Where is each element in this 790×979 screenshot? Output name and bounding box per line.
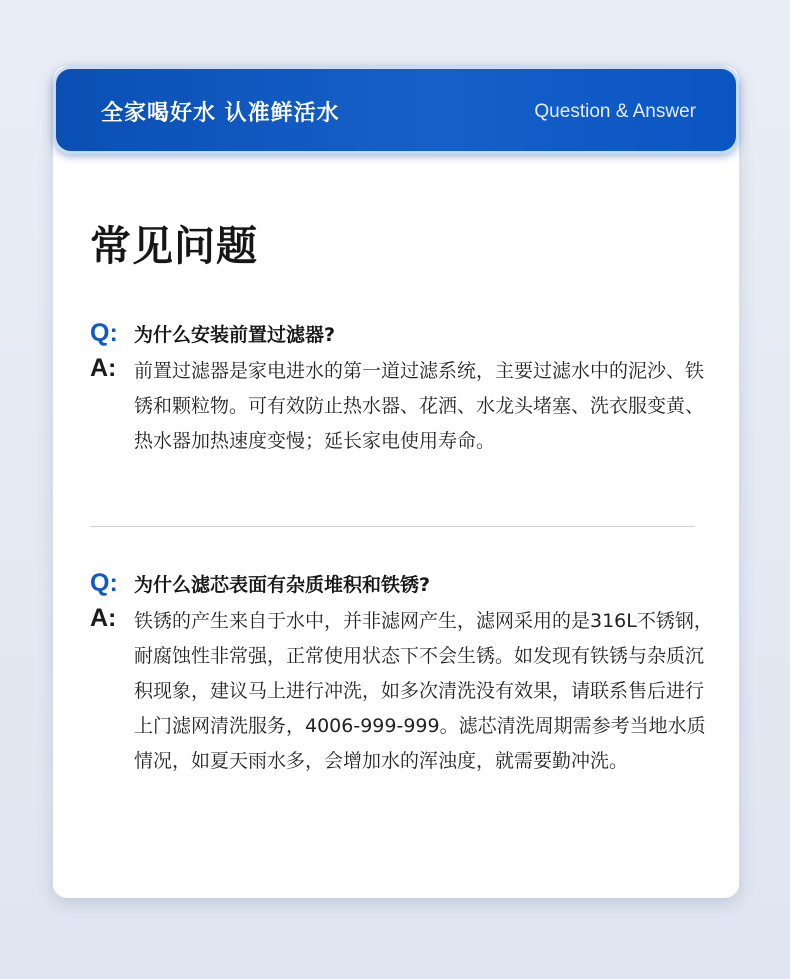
answer-row bbox=[90, 604, 713, 779]
question-text: 为什么滤芯表面有杂质堆积和铁锈? bbox=[134, 574, 431, 596]
banner-subtitle: Question & Answer bbox=[534, 101, 696, 122]
faq-item bbox=[90, 569, 713, 779]
answer-text: 前置过滤器是家电进水的第一道过滤系统，主要过滤水中的泥沙、铁锈和颗粒物。可有效防止热水器、花洒、水龙头堵塞、洗衣服变黄、热水器加热速度变慢；延长家电使用寿命。 bbox=[134, 360, 705, 452]
question-label: Q: bbox=[90, 569, 118, 597]
question-text: 为什么安装前置过滤器? bbox=[134, 324, 336, 346]
faq-item bbox=[90, 320, 710, 459]
banner-title: 全家喝好水 认准鲜活水 bbox=[101, 101, 340, 126]
page-title: 常见问题 bbox=[90, 222, 258, 270]
answer-label: A: bbox=[90, 354, 117, 382]
header-banner bbox=[53, 66, 739, 154]
answer-label: A: bbox=[90, 604, 117, 632]
answer-text: 铁锈的产生来自于水中，并非滤网产生，滤网采用的是316L不锈钢，耐腐蚀性非常强，正常使用状态下不会生锈。如发现有铁锈与杂质沉积现象，建议马上进行冲洗，如多次清洗没有效果，请联系售后进行上门滤网清洗服务，4006-999-999。滤芯清洗周期需参考当地水质情况，如夏天雨水多，会增加水的浑浊度，就需要勤冲洗。 bbox=[134, 610, 713, 772]
question-label: Q: bbox=[90, 319, 118, 347]
question-row bbox=[90, 570, 710, 602]
answer-row bbox=[90, 354, 710, 459]
question-row bbox=[90, 320, 710, 352]
divider bbox=[90, 526, 695, 527]
